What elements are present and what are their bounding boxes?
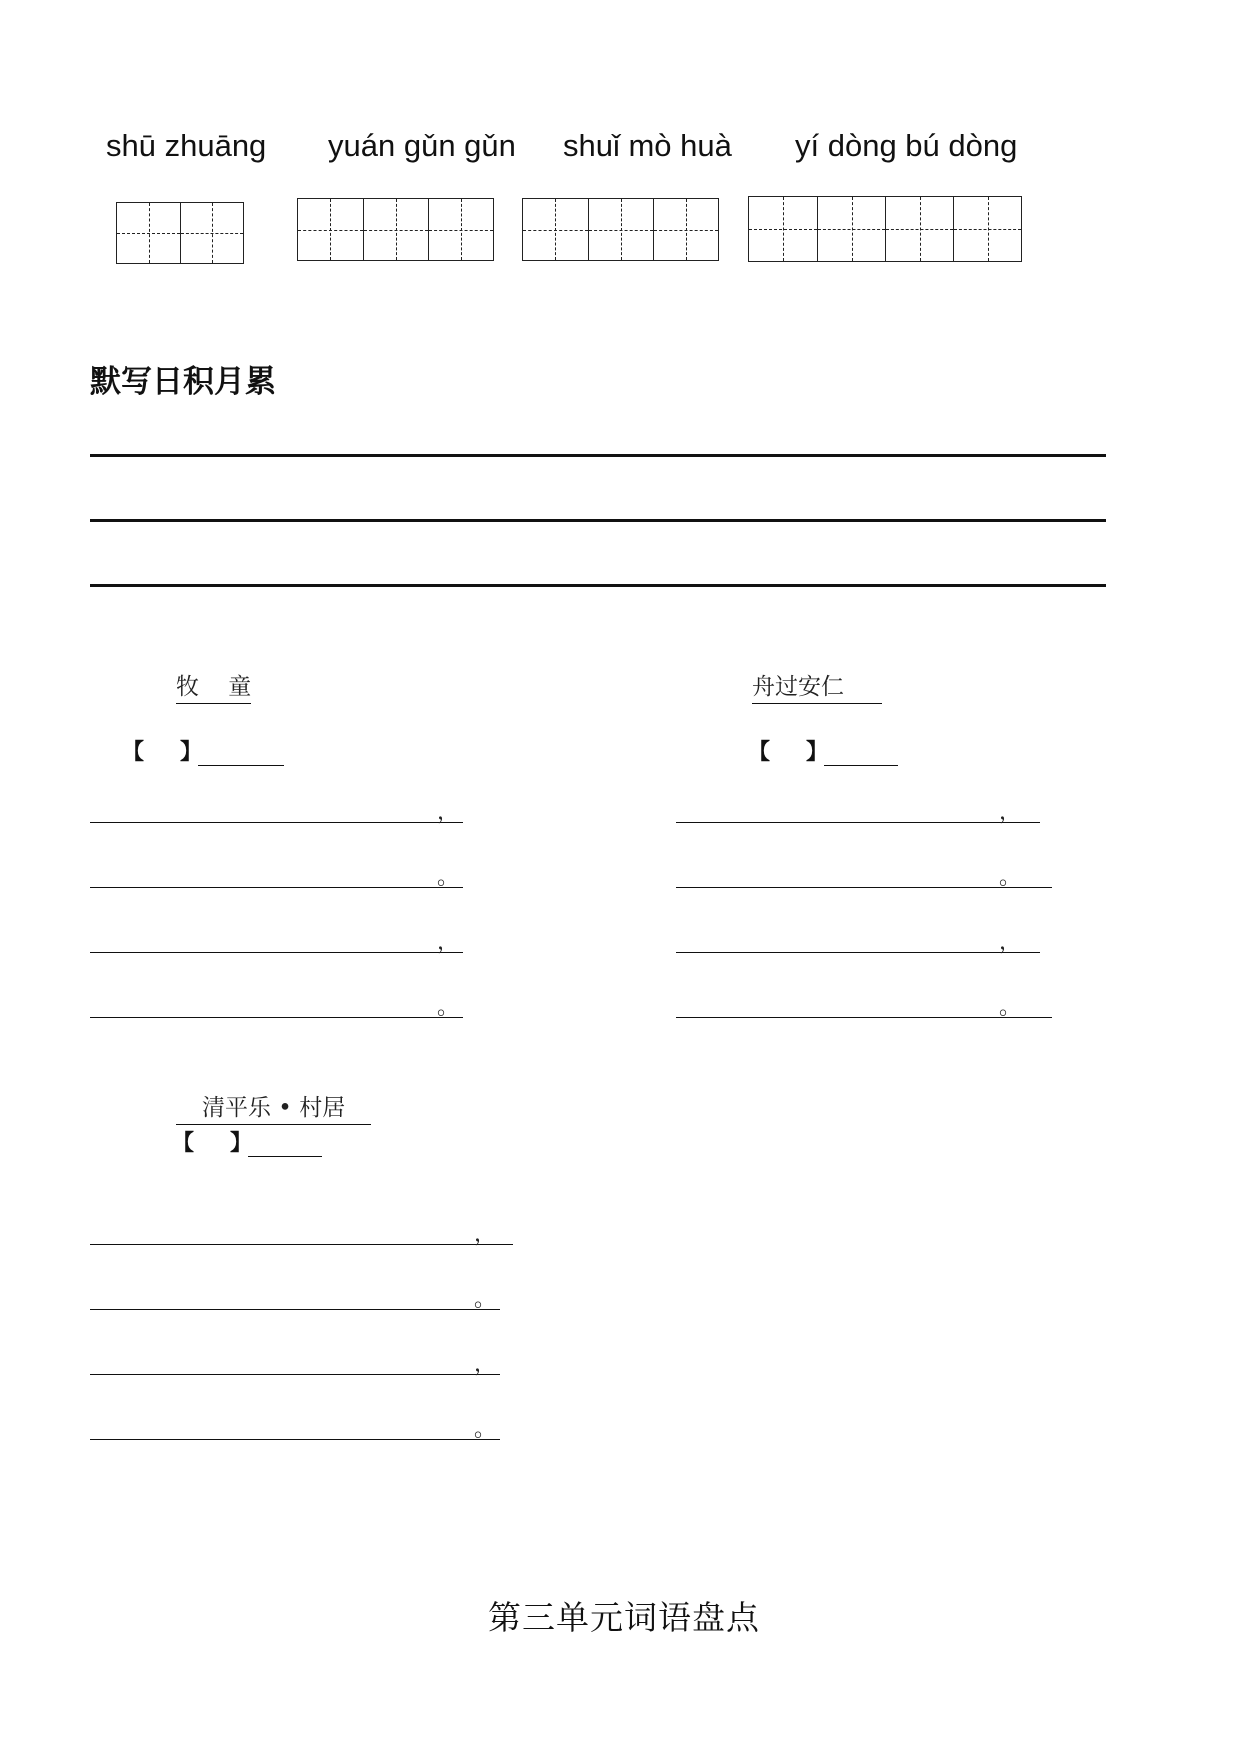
pinyin-4: yí dòng bú dòng [795, 128, 1018, 163]
unit-title: 第三单元词语盘点 [488, 1598, 760, 1637]
writing-grid-3[interactable] [522, 198, 719, 261]
author-field-qingpingle[interactable] [172, 1126, 322, 1157]
bracket-open: 【 [122, 739, 145, 765]
comma: ， [437, 800, 460, 825]
author-field-zhou[interactable] [748, 735, 898, 766]
bracket-close: 】 [230, 1130, 253, 1156]
writing-line[interactable] [90, 454, 1106, 457]
grid-cell[interactable] [653, 199, 718, 260]
poem-line[interactable] [676, 822, 1040, 823]
period: 。 [437, 865, 460, 890]
period: 。 [999, 865, 1022, 890]
author-blank[interactable] [198, 743, 284, 766]
grid-cell[interactable] [588, 199, 653, 260]
bracket-close: 】 [180, 739, 203, 765]
poem-line[interactable] [676, 1017, 1052, 1018]
comma: ， [437, 930, 460, 955]
poem-line[interactable] [90, 1244, 513, 1245]
poem-line[interactable] [90, 1439, 500, 1440]
grid-cell[interactable] [749, 197, 817, 261]
poem-line[interactable] [676, 887, 1052, 888]
bracket-open: 【 [748, 739, 771, 765]
comma: ， [474, 1222, 497, 1247]
poem-line[interactable] [90, 822, 463, 823]
poem-line[interactable] [90, 887, 463, 888]
grid-cell[interactable] [523, 199, 588, 260]
grid-cell[interactable] [180, 203, 243, 263]
poem-line[interactable] [90, 1374, 500, 1375]
poem-line[interactable] [676, 952, 1040, 953]
author-blank[interactable] [248, 1134, 322, 1157]
comma: ， [999, 930, 1022, 955]
period: 。 [474, 1417, 497, 1442]
pinyin-1: shū zhuāng [106, 128, 267, 163]
grid-cell[interactable] [117, 203, 180, 263]
poem-line[interactable] [90, 952, 463, 953]
poem-title-muting: 牧 童 [176, 668, 251, 704]
bracket-open: 【 [172, 1130, 195, 1156]
period: 。 [474, 1287, 497, 1312]
poem-title-qingpingle: 清平乐 • 村居 [176, 1089, 371, 1125]
grid-cell[interactable] [428, 199, 493, 260]
writing-grid-2[interactable] [297, 198, 494, 261]
writing-line[interactable] [90, 519, 1106, 522]
comma: ， [474, 1352, 497, 1377]
writing-grid-1[interactable] [116, 202, 244, 264]
grid-cell[interactable] [298, 199, 363, 260]
comma: ， [999, 800, 1022, 825]
poem-line[interactable] [90, 1017, 463, 1018]
pinyin-3: shuǐ mò huà [563, 128, 732, 163]
bracket-close: 】 [806, 739, 829, 765]
grid-cell[interactable] [885, 197, 953, 261]
author-blank[interactable] [824, 743, 898, 766]
poem-title-zhou: 舟过安仁 [752, 668, 882, 704]
grid-cell[interactable] [953, 197, 1021, 261]
grid-cell[interactable] [817, 197, 885, 261]
writing-grid-4[interactable] [748, 196, 1022, 262]
pinyin-2: yuán gǔn gǔn [328, 128, 516, 163]
author-field-muting[interactable] [122, 735, 284, 766]
period: 。 [437, 995, 460, 1020]
grid-cell[interactable] [363, 199, 428, 260]
section-title: 默写日积月累 [90, 364, 276, 400]
poem-line[interactable] [90, 1309, 500, 1310]
period: 。 [999, 995, 1022, 1020]
writing-line[interactable] [90, 584, 1106, 587]
